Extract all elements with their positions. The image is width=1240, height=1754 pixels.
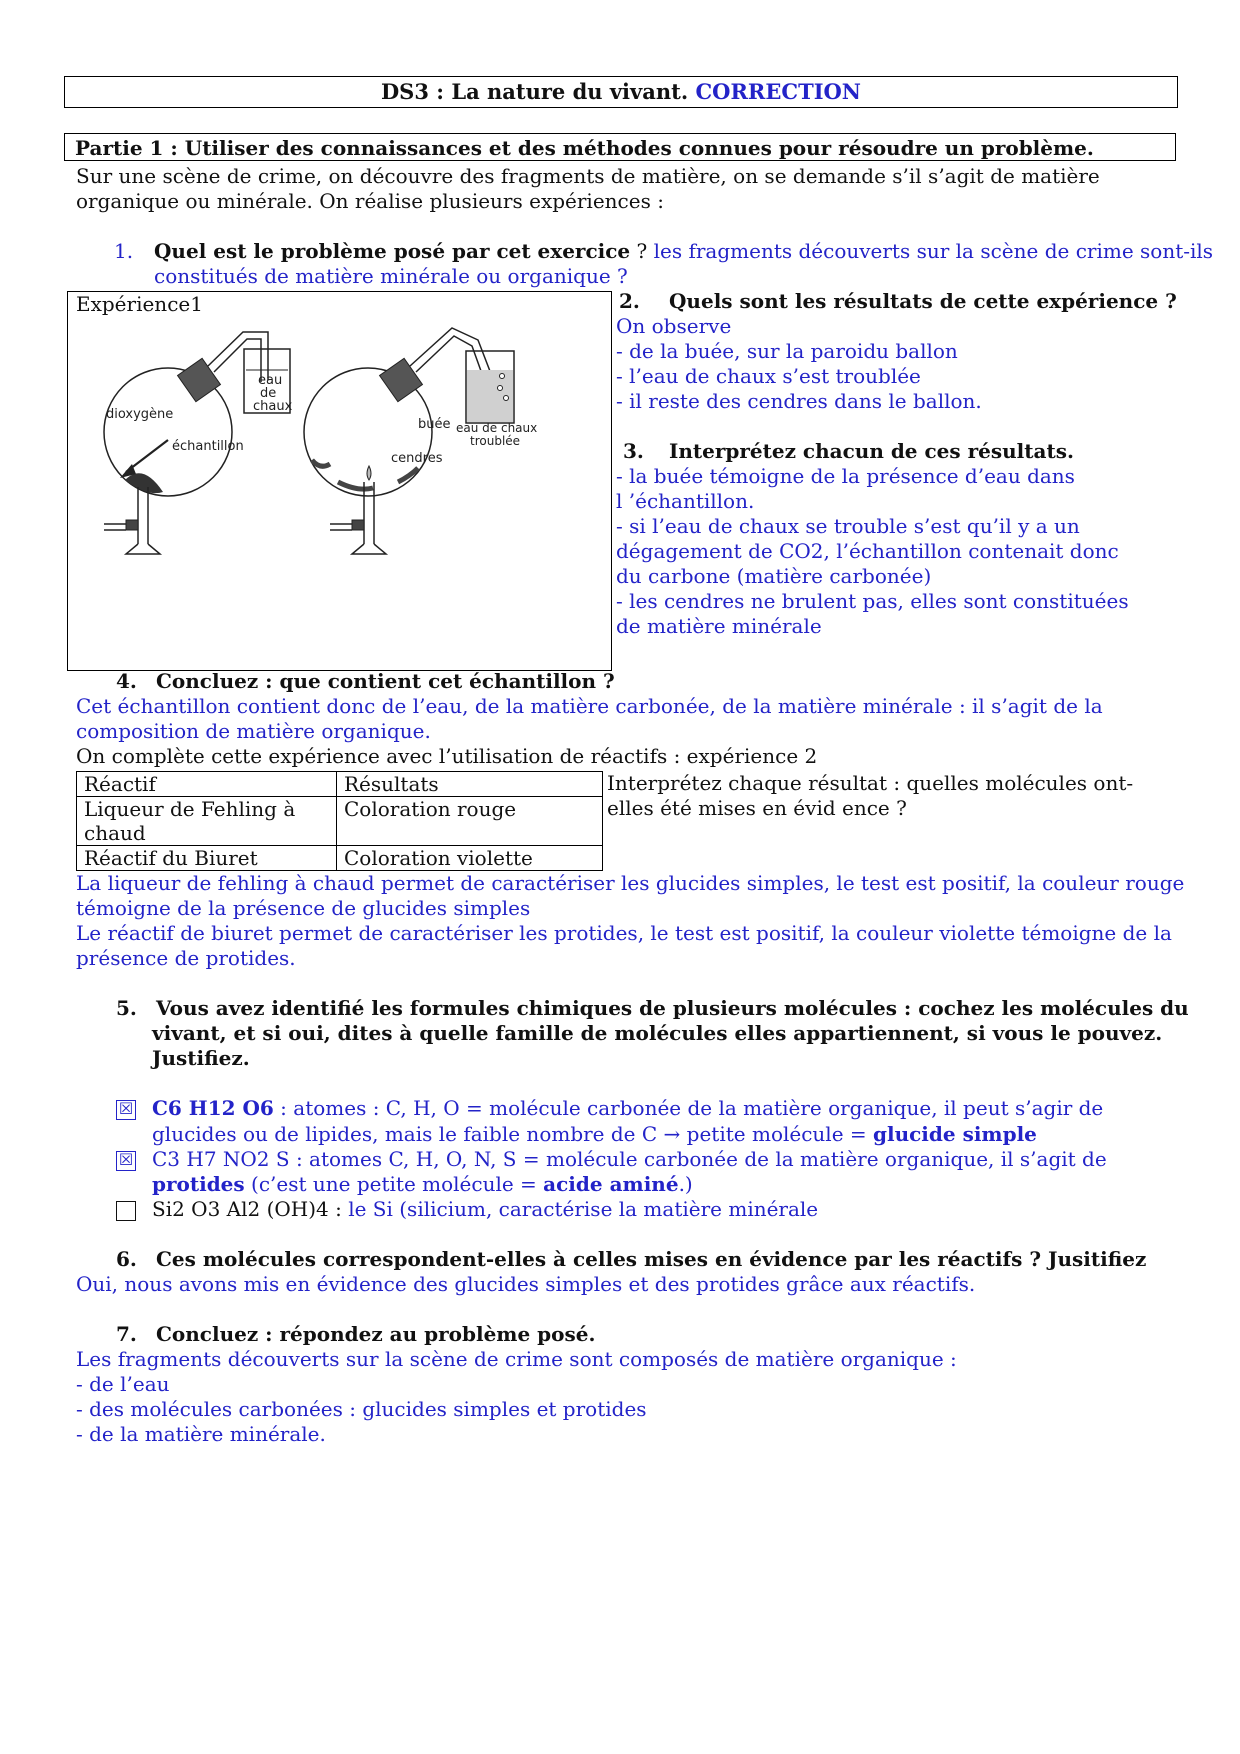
apparatus-2 <box>304 328 537 554</box>
formula-2: C3 H7 NO2 S <box>152 1147 290 1171</box>
label-eau: eau <box>258 373 283 388</box>
flame <box>367 466 371 480</box>
label-troublee: troublée <box>470 434 521 448</box>
table-cell: Coloration violette <box>337 846 603 871</box>
q3-number: 3. <box>623 439 644 463</box>
q3-answer: du carbone (matière carbonée) <box>616 564 932 588</box>
arrow-icon: → <box>663 1122 681 1146</box>
table-header-row <box>77 772 603 797</box>
table-cell: Réactif du Biuret <box>77 846 337 871</box>
q2-answer: - de la buée, sur la paroidu ballon <box>616 339 958 363</box>
q3-answer: dégagement de CO2, l’échantillon contenait donc <box>616 539 1119 563</box>
checkbox-checked[interactable]: ☒ <box>116 1151 136 1171</box>
q4-answer-1: Cet échantillon contient donc de l’eau, de la matière carbonée, de la matière minérale : il s’agit de la <box>76 694 1103 718</box>
experience2-answer: témoigne de la présence de glucides simples <box>76 896 531 920</box>
q3 <box>623 439 1074 464</box>
experience2-intro: On complète cette expérience avec l’utilisation de réactifs : expérience 2 <box>76 744 818 768</box>
q5-number: 5. <box>116 996 137 1020</box>
q3-answer: - les cendres ne brulent pas, elles sont constituées <box>616 589 1129 613</box>
molecule-2-text-1: : atomes C, H, O, N, S = molécule carbonée de la matière organique, il s’agit de <box>289 1147 1107 1171</box>
q5-question-2: vivant, et si oui, dites à quelle famille de molécules elles appartiennent, si vous le pouvez. <box>152 1021 1163 1045</box>
table-row <box>77 797 603 846</box>
label-cendres: cendres <box>391 451 443 466</box>
q5-question-3: Justifiez. <box>152 1046 250 1070</box>
label-de: de <box>260 386 277 401</box>
intro-line-2: organique ou minérale. On réalise plusieurs expériences : <box>76 189 664 213</box>
formula-3: Si2 O3 Al2 (OH)4 : <box>152 1197 342 1221</box>
table-header: Résultats <box>337 772 603 797</box>
reactif-line: Liqueur de Fehling à <box>84 797 296 821</box>
q1-qmark: ? <box>630 239 654 263</box>
q5-question-1: Vous avez identifié les formules chimiques de plusieurs molécules : cochez les molécules du <box>156 996 1189 1020</box>
apparatus-1 <box>104 332 293 554</box>
q3-question: Interprétez chacun de ces résultats. <box>669 439 1074 463</box>
molecule-item-2 <box>116 1147 1107 1172</box>
molecule-2-bold-1: protides <box>152 1172 245 1196</box>
q6-number: 6. <box>116 1247 137 1271</box>
q1-number: 1. <box>114 239 134 263</box>
label-buee: buée <box>418 417 451 432</box>
molecule-1-text-2b: petite molécule = <box>680 1122 873 1146</box>
molecule-item-3 <box>116 1197 818 1222</box>
molecule-2-bold-2: acide aminé <box>543 1172 679 1196</box>
molecule-1-bold: glucide simple <box>873 1122 1037 1146</box>
q2 <box>619 289 1177 314</box>
q2-number: 2. <box>619 289 640 313</box>
experience2-answer: Le réactif de biuret permet de caractériser les protides, le test est positif, la couleur violette témoigne de la <box>76 921 1172 945</box>
q1-answer-2: constitués de matière minérale ou organique ? <box>154 264 628 288</box>
q7-answer: - des molécules carbonées : glucides simples et protides <box>76 1397 647 1421</box>
table-cell: Coloration rouge <box>337 797 603 846</box>
label-chaux: chaux <box>253 399 293 414</box>
q2-answer: On observe <box>616 314 732 338</box>
label-eau-de-chaux: eau de chaux <box>456 421 538 435</box>
molecule-item-1 <box>116 1096 1103 1121</box>
reactif-line: chaud <box>84 821 146 845</box>
q7 <box>116 1322 595 1347</box>
q7-answer: - de la matière minérale. <box>76 1422 326 1446</box>
experience2-answer: La liqueur de fehling à chaud permet de caractériser les glucides simples, le test est positif, la couleur rouge <box>76 871 1185 895</box>
q6-answer: Oui, nous avons mis en évidence des glucides simples et des protides grâce aux réactifs. <box>76 1272 976 1296</box>
molecule-2-text-2: (c’est une petite molécule = <box>244 1172 544 1196</box>
q1-answer-1: les fragments découverts sur la scène de crime sont-ils <box>653 239 1214 263</box>
q4-answer-2: composition de matière organique. <box>76 719 431 743</box>
table-row <box>77 846 603 871</box>
experience1-box <box>67 291 612 671</box>
experience1-figure <box>68 292 611 670</box>
molecule-item-2-cont <box>152 1172 693 1197</box>
title-correction: CORRECTION <box>695 79 862 104</box>
q6-question: Ces molécules correspondent-elles à celles mises en évidence par les réactifs ? Jusitifiez <box>156 1247 1147 1271</box>
stopper-1 <box>178 358 221 401</box>
experience2-question-2: elles été mises en évid ence ? <box>607 796 907 820</box>
q1-question: Quel est le problème posé par cet exercice <box>154 239 631 263</box>
table-cell <box>77 797 337 846</box>
q4 <box>116 669 615 694</box>
table-header: Réactif <box>77 772 337 797</box>
q2-question: Quels sont les résultats de cette expérience ? <box>669 289 1177 313</box>
q4-number: 4. <box>116 669 137 693</box>
molecule-item-1-cont <box>152 1122 1037 1147</box>
q7-question: Concluez : répondez au problème posé. <box>156 1322 596 1346</box>
experience2-question-1: Interprétez chaque résultat : quelles molécules ont- <box>607 771 1134 795</box>
label-echantillon: échantillon <box>172 439 244 454</box>
q3-answer: - la buée témoigne de la présence d’eau dans <box>616 464 1075 488</box>
experience1-label: Expérience1 <box>76 292 203 316</box>
reactifs-table <box>76 771 603 871</box>
title-main: DS3 : La nature du vivant. <box>380 79 689 104</box>
q2-answer: - il reste des cendres dans le ballon. <box>616 389 982 413</box>
q3-answer: - si l’eau de chaux se trouble s’est qu’il y a un <box>616 514 1080 538</box>
molecule-1-text-1: : atomes : C, H, O = molécule carbonée de la matière organique, il peut s’agir de <box>273 1096 1104 1120</box>
experience2-answer: présence de protides. <box>76 946 296 970</box>
intro-line-1: Sur une scène de crime, on découvre des fragments de matière, on se demande s’il s’agit de matière <box>76 164 1100 188</box>
sample-1 <box>125 473 163 493</box>
formula-1: C6 H12 O6 <box>152 1096 274 1120</box>
label-dioxygene: dioxygène <box>106 407 174 422</box>
molecule-1-text-2a: glucides ou de lipides, mais le faible nombre de C <box>152 1122 664 1146</box>
q3-answer: de matière minérale <box>616 614 822 638</box>
q1 <box>114 239 1213 264</box>
q4-question: Concluez : que contient cet échantillon ? <box>156 669 615 693</box>
checkbox-checked[interactable]: ☒ <box>116 1100 136 1120</box>
q2-answer: - l’eau de chaux s’est troublée <box>616 364 921 388</box>
q7-answer: - de l’eau <box>76 1372 170 1396</box>
stopper-2 <box>380 358 423 401</box>
q3-answer: l ’échantillon. <box>616 489 755 513</box>
q7-answer: Les fragments découverts sur la scène de crime sont composés de matière organique : <box>76 1347 957 1371</box>
checkbox-unchecked[interactable] <box>116 1201 136 1221</box>
molecule-2-text-3: .) <box>678 1172 693 1196</box>
q5 <box>116 996 1189 1021</box>
q7-number: 7. <box>116 1322 137 1346</box>
q6 <box>116 1247 1146 1272</box>
page-title <box>64 76 1178 108</box>
molecule-3-text: le Si (silicium, caractérise la matière minérale <box>341 1197 819 1221</box>
part1-heading: Partie 1 : Utiliser des connaissances et des méthodes connues pour résoudre un problème. <box>64 133 1176 161</box>
